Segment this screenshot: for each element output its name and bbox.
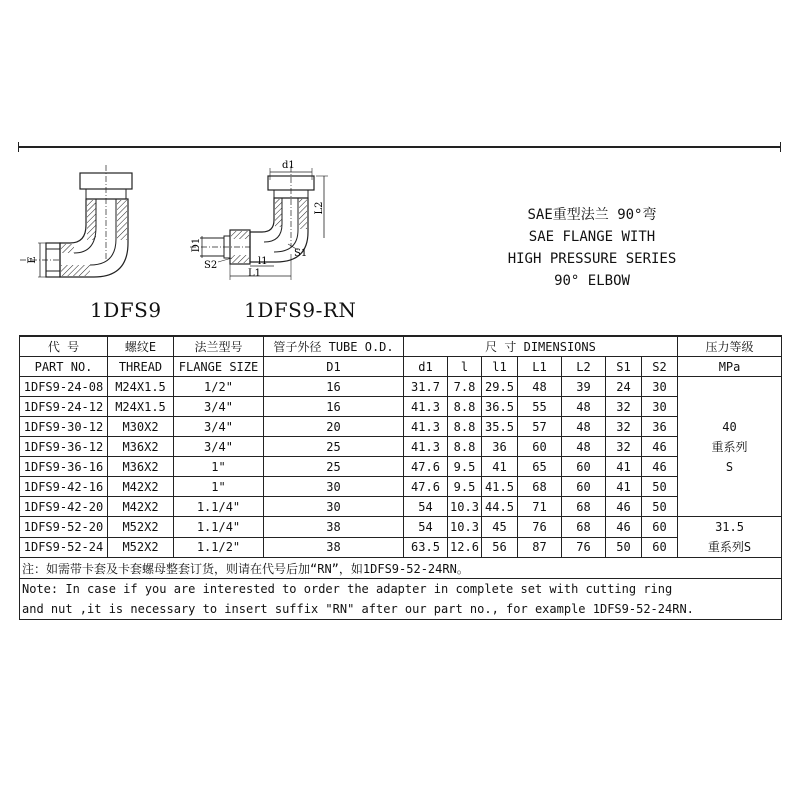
- table-row: [20, 477, 782, 497]
- cell-L1: 65: [518, 457, 562, 477]
- cell-flange: 1": [174, 477, 264, 497]
- cell-l1: 56: [482, 537, 518, 558]
- cell-L1: 68: [518, 477, 562, 497]
- cell-d1: 41.3: [404, 437, 448, 457]
- title-line-1: SAE重型法兰 90°弯: [527, 207, 657, 223]
- cell-S1: 32: [606, 437, 642, 457]
- cell-l1: 29.5: [482, 377, 518, 397]
- elbow-drawing-1dfs9: [20, 165, 140, 290]
- dim-L1-label: L1: [248, 268, 262, 279]
- cell-part: 1DFS9-42-16: [20, 477, 108, 497]
- pressure-group-1: [678, 377, 782, 517]
- cell-tube: 38: [264, 537, 404, 558]
- title-line-4: 90° ELBOW: [554, 273, 630, 289]
- cell-flange: 1.1/2": [174, 537, 264, 558]
- dim-S1-label: S1: [294, 248, 308, 259]
- cell-tube: 30: [264, 477, 404, 497]
- cell-S1: 41: [606, 477, 642, 497]
- pressure-group-2-value: 31.5: [715, 520, 744, 534]
- cell-part: 1DFS9-52-24: [20, 537, 108, 558]
- cell-S1: 32: [606, 397, 642, 417]
- cell-d1: 54: [404, 497, 448, 517]
- table-row: [20, 497, 782, 517]
- title-line-2: SAE FLANGE WITH: [528, 229, 656, 245]
- dim-D1-label: D1: [191, 237, 202, 253]
- title-line-3: HIGH PRESSURE SERIES: [507, 251, 677, 267]
- cell-flange: 3/4": [174, 417, 264, 437]
- cell-S2: 46: [642, 437, 678, 457]
- cell-L1: 57: [518, 417, 562, 437]
- cell-L1: 60: [518, 437, 562, 457]
- dim-d1-label: d1: [282, 160, 295, 171]
- note-row-cn: [20, 558, 782, 579]
- cell-L2: 48: [562, 417, 606, 437]
- cell-thread: M24X1.5: [108, 397, 174, 417]
- hdr-l: l: [448, 357, 482, 377]
- cell-S1: 41: [606, 457, 642, 477]
- cell-l1: 36: [482, 437, 518, 457]
- cell-tube: 16: [264, 377, 404, 397]
- cell-S2: 46: [642, 457, 678, 477]
- cell-flange: 1": [174, 457, 264, 477]
- hdr-pressure-cn: 压力等级: [678, 336, 782, 357]
- hdr-flange-en: FLANGE SIZE: [174, 357, 264, 377]
- cell-part: 1DFS9-24-08: [20, 377, 108, 397]
- cell-l: 8.8: [448, 437, 482, 457]
- cell-L2: 76: [562, 537, 606, 558]
- cell-S2: 30: [642, 377, 678, 397]
- hdr-L2: L2: [562, 357, 606, 377]
- cell-thread: M36X2: [108, 437, 174, 457]
- cell-S2: 60: [642, 517, 678, 538]
- hdr-thread-en: THREAD: [108, 357, 174, 377]
- cell-flange: 1.1/4": [174, 517, 264, 538]
- pressure-group-1-value: 40: [722, 419, 737, 434]
- cell-L1: 55: [518, 397, 562, 417]
- note-en-2: and nut ,it is necessary to insert suffix "RN" after our part no., for example 1DFS9-52-24RN.: [20, 599, 782, 620]
- dim-E-label: E: [27, 256, 38, 264]
- cell-S2: 50: [642, 497, 678, 517]
- table-row: [20, 397, 782, 417]
- hdr-part-en: PART NO.: [20, 357, 108, 377]
- dim-L2-label: L2: [314, 201, 325, 215]
- cell-part: 1DFS9-42-20: [20, 497, 108, 517]
- pressure-group-2: [678, 517, 782, 558]
- cell-S2: 36: [642, 417, 678, 437]
- cell-tube: 30: [264, 497, 404, 517]
- cell-tube: 25: [264, 437, 404, 457]
- cell-l: 10.3: [448, 517, 482, 538]
- cell-l1: 35.5: [482, 417, 518, 437]
- cell-l1: 44.5: [482, 497, 518, 517]
- cell-flange: 1.1/4": [174, 497, 264, 517]
- cell-l: 12.6: [448, 537, 482, 558]
- table-row: [20, 457, 782, 477]
- cell-L1: 48: [518, 377, 562, 397]
- cell-L2: 60: [562, 457, 606, 477]
- table-row: [20, 517, 782, 538]
- hdr-part-cn: 代 号: [20, 336, 108, 357]
- pressure-group-1-code: S: [725, 459, 734, 474]
- cell-l1: 45: [482, 517, 518, 538]
- cell-d1: 41.3: [404, 397, 448, 417]
- pressure-group-1-series: 重系列: [711, 439, 748, 454]
- cell-S1: 50: [606, 537, 642, 558]
- hdr-dims-cn: 尺 寸 DIMENSIONS: [404, 336, 678, 357]
- cell-part: 1DFS9-36-16: [20, 457, 108, 477]
- cell-flange: 3/4": [174, 397, 264, 417]
- hdr-S1: S1: [606, 357, 642, 377]
- hdr-l1: l1: [482, 357, 518, 377]
- cell-l1: 36.5: [482, 397, 518, 417]
- table-row: [20, 417, 782, 437]
- cell-d1: 63.5: [404, 537, 448, 558]
- cell-S1: 46: [606, 517, 642, 538]
- hdr-thread-cn: 螺纹E: [108, 336, 174, 357]
- hdr-d1: d1: [404, 357, 448, 377]
- cell-L2: 60: [562, 477, 606, 497]
- elbow-drawing-1dfs9-rn: [190, 158, 330, 288]
- dim-S2-label: S2: [204, 260, 218, 271]
- cell-tube: 16: [264, 397, 404, 417]
- cell-d1: 47.6: [404, 477, 448, 497]
- hdr-tube-en: D1: [264, 357, 404, 377]
- note-en-1: Note: In case if you are interested to order the adapter in complete set with cutting ring: [20, 579, 782, 600]
- cell-l1: 41: [482, 457, 518, 477]
- spec-table: [19, 335, 782, 620]
- cell-tube: 38: [264, 517, 404, 538]
- cell-l: 9.5: [448, 457, 482, 477]
- note-cn: 注：如需带卡套及卡套螺母整套订货，则请在代号后加“RN”，如1DFS9-52-24RN。: [20, 558, 782, 579]
- cell-d1: 41.3: [404, 417, 448, 437]
- cell-d1: 31.7: [404, 377, 448, 397]
- drawing-label-1dfs9: 1DFS9: [90, 298, 162, 322]
- cell-d1: 47.6: [404, 457, 448, 477]
- cell-part: 1DFS9-36-12: [20, 437, 108, 457]
- hdr-flange-cn: 法兰型号: [174, 336, 264, 357]
- cell-l: 8.8: [448, 397, 482, 417]
- top-rule: [18, 146, 781, 148]
- table-row: [20, 377, 782, 397]
- cell-L1: 76: [518, 517, 562, 538]
- cell-part: 1DFS9-30-12: [20, 417, 108, 437]
- cell-flange: 3/4": [174, 437, 264, 457]
- cell-d1: 54: [404, 517, 448, 538]
- cell-S2: 60: [642, 537, 678, 558]
- table-row: [20, 537, 782, 558]
- cell-S1: 32: [606, 417, 642, 437]
- cell-thread: M42X2: [108, 497, 174, 517]
- cell-flange: 1/2": [174, 377, 264, 397]
- header-row-cn: [20, 336, 782, 357]
- cell-l: 9.5: [448, 477, 482, 497]
- cell-S1: 24: [606, 377, 642, 397]
- drawing-label-1dfs9-rn: 1DFS9-RN: [244, 298, 357, 322]
- cell-l: 10.3: [448, 497, 482, 517]
- pressure-group-2-series: 重系列S: [707, 540, 752, 554]
- title-block: [488, 204, 696, 292]
- cell-thread: M52X2: [108, 537, 174, 558]
- table-row: [20, 437, 782, 457]
- hdr-L1: L1: [518, 357, 562, 377]
- cell-L1: 71: [518, 497, 562, 517]
- cell-part: 1DFS9-52-20: [20, 517, 108, 538]
- cell-thread: M52X2: [108, 517, 174, 538]
- cell-part: 1DFS9-24-12: [20, 397, 108, 417]
- header-row-en: [20, 357, 782, 377]
- hdr-tube-cn: 管子外径 TUBE O.D.: [264, 336, 404, 357]
- cell-L2: 48: [562, 397, 606, 417]
- cell-tube: 20: [264, 417, 404, 437]
- cell-S2: 50: [642, 477, 678, 497]
- cell-l: 8.8: [448, 417, 482, 437]
- cell-L2: 68: [562, 517, 606, 538]
- cell-L2: 48: [562, 437, 606, 457]
- cell-L1: 87: [518, 537, 562, 558]
- cell-thread: M24X1.5: [108, 377, 174, 397]
- cell-thread: M30X2: [108, 417, 174, 437]
- cell-thread: M36X2: [108, 457, 174, 477]
- hdr-pressure-en: MPa: [678, 357, 782, 377]
- cell-S2: 30: [642, 397, 678, 417]
- note-row-en-2: [20, 599, 782, 620]
- cell-l1: 41.5: [482, 477, 518, 497]
- cell-tube: 25: [264, 457, 404, 477]
- cell-S1: 46: [606, 497, 642, 517]
- hdr-S2: S2: [642, 357, 678, 377]
- cell-L2: 68: [562, 497, 606, 517]
- dim-l1-label: l1: [258, 256, 268, 267]
- cell-thread: M42X2: [108, 477, 174, 497]
- note-row-en-1: [20, 579, 782, 600]
- cell-l: 7.8: [448, 377, 482, 397]
- cell-L2: 39: [562, 377, 606, 397]
